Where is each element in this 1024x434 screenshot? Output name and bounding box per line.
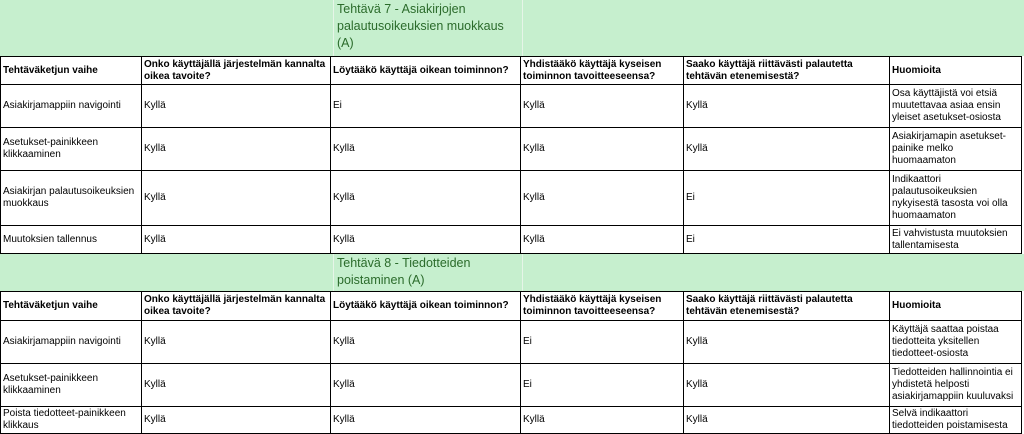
column-header[interactable]: Saako käyttäjä riittävästi palautetta tehtävän etenemisestä? [684, 57, 890, 85]
answer-cell[interactable]: Kyllä [521, 407, 684, 434]
header-row [1, 57, 1022, 85]
column-header[interactable]: Yhdistääkö käyttäjä kyseisen toiminnon tavoitteeseensa? [521, 292, 684, 321]
column-header[interactable]: Saako käyttäjä riittävästi palautetta tehtävän etenemisestä? [684, 292, 890, 321]
answer-cell[interactable]: Kyllä [331, 128, 521, 171]
answer-cell[interactable]: Ei [684, 171, 890, 226]
step-cell[interactable]: Asiakirjamappiin navigointi [1, 85, 142, 128]
step-cell[interactable]: Poista tiedotteet-painikkeen klikkaus [1, 407, 142, 434]
answer-cell[interactable]: Kyllä [521, 226, 684, 254]
note-cell[interactable]: Selvä indikaattori tiedotteiden poistamisesta [890, 407, 1022, 434]
answer-cell[interactable]: Kyllä [331, 171, 521, 226]
header-row [1, 292, 1022, 321]
answer-cell[interactable]: Kyllä [684, 321, 890, 364]
note-cell[interactable]: Asiakirjamapin asetukset-painike melko huomaamaton [890, 128, 1022, 171]
answer-cell[interactable]: Kyllä [331, 226, 521, 254]
table-row [1, 171, 1022, 226]
answer-cell[interactable]: Kyllä [142, 226, 331, 254]
answer-cell[interactable]: Kyllä [142, 321, 331, 364]
answer-cell[interactable]: Kyllä [521, 171, 684, 226]
answer-cell[interactable]: Ei [331, 85, 521, 128]
answer-cell[interactable]: Ei [684, 226, 890, 254]
task-title-band [0, 254, 1024, 291]
table-row [1, 407, 1022, 434]
answer-cell[interactable]: Ei [521, 321, 684, 364]
note-cell[interactable]: Tiedotteiden hallinnointia ei yhdistetä helposti asiakirjamappiin kuuluvaksi [890, 364, 1022, 407]
step-cell[interactable]: Muutoksien tallennus [1, 226, 142, 254]
answer-cell[interactable]: Kyllä [521, 85, 684, 128]
step-cell[interactable]: Asetukset-painikkeen klikkaaminen [1, 364, 142, 407]
answer-cell[interactable]: Kyllä [142, 407, 331, 434]
answer-cell[interactable]: Kyllä [684, 128, 890, 171]
answer-cell[interactable]: Kyllä [684, 407, 890, 434]
step-cell[interactable]: Asetukset-painikkeen klikkaaminen [1, 128, 142, 171]
column-header[interactable]: Tehtäväketjun vaihe [1, 292, 142, 321]
answer-cell[interactable]: Kyllä [521, 128, 684, 171]
answer-cell[interactable]: Kyllä [331, 321, 521, 364]
answer-cell[interactable]: Kyllä [684, 364, 890, 407]
answer-cell[interactable]: Kyllä [142, 85, 331, 128]
answer-cell[interactable]: Kyllä [142, 128, 331, 171]
table-row [1, 85, 1022, 128]
task-title-band [0, 0, 1024, 56]
answer-cell[interactable]: Kyllä [142, 171, 331, 226]
task-title[interactable]: Tehtävä 8 - Tiedotteiden poistaminen (A) [337, 256, 471, 287]
table-row [1, 226, 1022, 254]
task-title[interactable]: Tehtävä 7 - Asiakirjojen palautusoikeuksien muokkaus (A) [337, 2, 504, 50]
table-row [1, 128, 1022, 171]
column-header[interactable]: Onko käyttäjällä järjestelmän kannalta oikea tavoite? [142, 57, 331, 85]
note-cell[interactable]: Osa käyttäjistä voi etsiä muutettavaa asiaa ensin yleiset asetukset-osiosta [890, 85, 1022, 128]
evaluation-table [0, 56, 1022, 254]
step-cell[interactable]: Asiakirjan palautusoikeuksien muokkaus [1, 171, 142, 226]
answer-cell[interactable]: Kyllä [142, 364, 331, 407]
column-header[interactable]: Onko käyttäjällä järjestelmän kannalta oikea tavoite? [142, 292, 331, 321]
column-header[interactable]: Tehtäväketjun vaihe [1, 57, 142, 85]
answer-cell[interactable]: Kyllä [331, 364, 521, 407]
note-cell[interactable]: Käyttäjä saattaa poistaa tiedotteita yksitellen tiedotteet-osiosta [890, 321, 1022, 364]
column-header[interactable]: Löytääkö käyttäjä oikean toiminnon? [331, 57, 521, 85]
column-header[interactable]: Huomioita [890, 292, 1022, 321]
evaluation-table [0, 291, 1022, 434]
column-header[interactable]: Löytääkö käyttäjä oikean toiminnon? [331, 292, 521, 321]
answer-cell[interactable]: Kyllä [331, 407, 521, 434]
answer-cell[interactable]: Kyllä [684, 85, 890, 128]
answer-cell[interactable]: Ei [521, 364, 684, 407]
step-cell[interactable]: Asiakirjamappiin navigointi [1, 321, 142, 364]
note-cell[interactable]: Indikaattori palautusoikeuksien nykyisestä tasosta voi olla huomaamaton [890, 171, 1022, 226]
table-row [1, 321, 1022, 364]
column-header[interactable]: Huomioita [890, 57, 1022, 85]
note-cell[interactable]: Ei vahvistusta muutoksien tallentamisesta [890, 226, 1022, 254]
table-row [1, 364, 1022, 407]
column-header[interactable]: Yhdistääkö käyttäjä kyseisen toiminnon tavoitteeseensa? [521, 57, 684, 85]
